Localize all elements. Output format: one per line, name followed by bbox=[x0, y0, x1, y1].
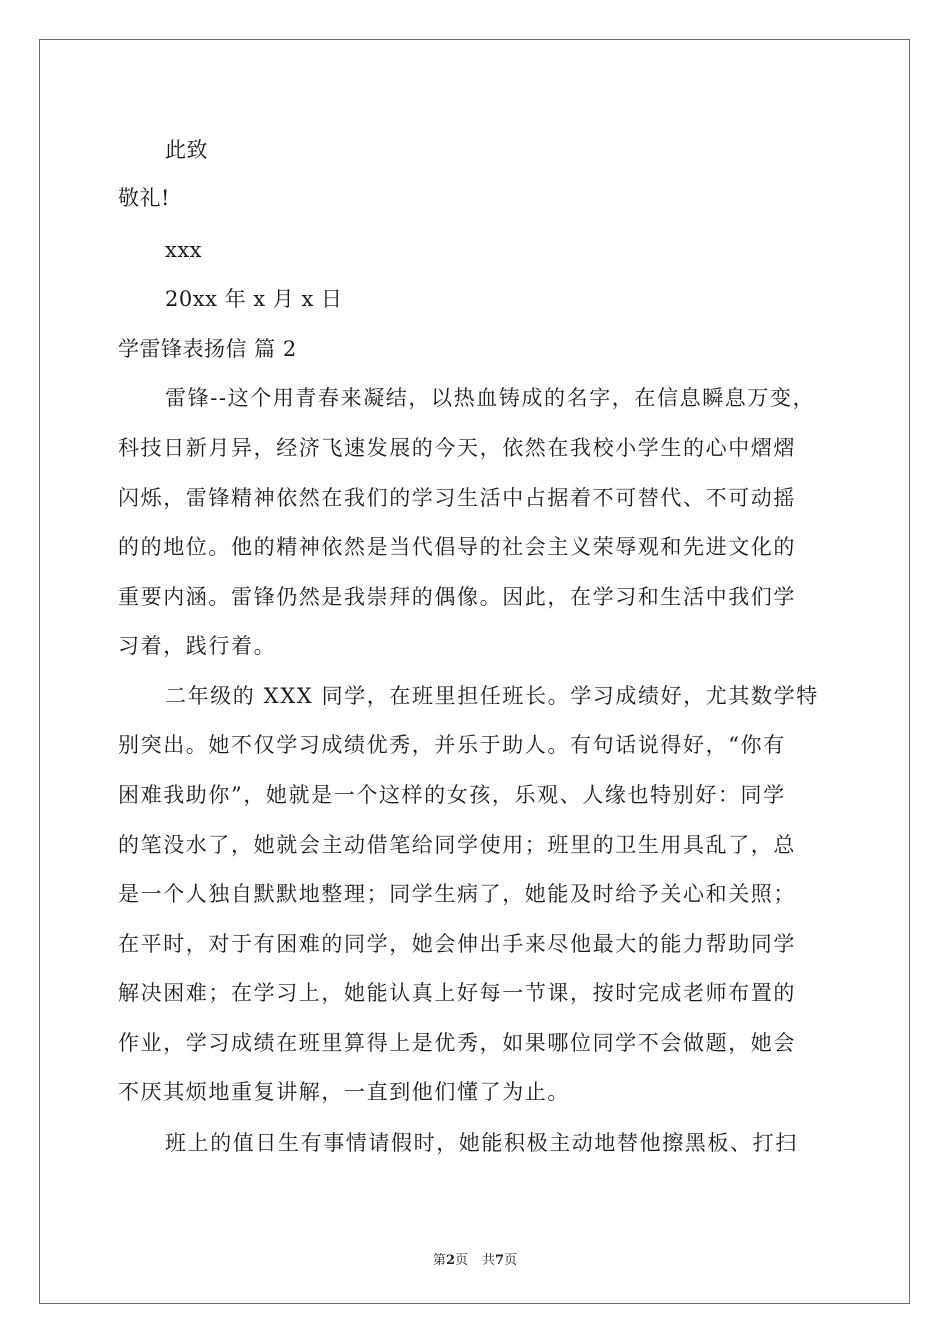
page-suffix: 页 bbox=[454, 1253, 468, 1268]
paragraph-line: 不厌其烦地重复讲解，一直到他们懂了为止。 bbox=[118, 1080, 570, 1104]
paragraph-line: 科技日新月异，经济飞速发展的今天，依然在我校小学生的心中熠熠 bbox=[118, 436, 796, 460]
paragraph-line: 的的地位。他的精神依然是当代倡导的社会主义荣辱观和先进文化的 bbox=[118, 535, 796, 559]
page-indicator bbox=[0, 1249, 950, 1268]
paragraph-line: 雷锋--这个用青春来凝结，以热血铸成的名字，在信息瞬息万变， bbox=[165, 386, 816, 410]
paragraph-line: 作业，学习成绩在班里算得上是优秀，如果哪位同学不会做题，她会 bbox=[118, 1031, 796, 1055]
total-suffix: 页 bbox=[504, 1253, 518, 1268]
paragraph-line: 困难我助你”，她就是一个这样的女孩，乐观、人缘也特别好：同学 bbox=[118, 783, 786, 807]
paragraph-line: 习着，践行着。 bbox=[118, 634, 277, 658]
page-border bbox=[39, 39, 910, 1304]
section-heading: 学雷锋表扬信 篇 2 bbox=[118, 337, 297, 361]
paragraph-line: 重要内涵。雷锋仍然是我崇拜的偶像。因此，在学习和生活中我们学 bbox=[118, 585, 796, 609]
paragraph-line: 在平时，对于有困难的同学，她会伸出手来尽他最大的能力帮助同学 bbox=[118, 932, 796, 956]
paragraph-line: 别突出。她不仅学习成绩优秀，并乐于助人。有句话说得好，“你有 bbox=[118, 733, 786, 757]
page-current: 2 bbox=[445, 1253, 455, 1268]
paragraph-line: 解决困难；在学习上，她能认真上好每一节课，按时完成老师布置的 bbox=[118, 981, 796, 1005]
paragraph-line: 闪烁，雷锋精神依然在我们的学习生活中占据着不可替代、不可动摇 bbox=[118, 486, 796, 510]
date-text: 20xx 年 x 月 x 日 bbox=[165, 287, 343, 311]
page-total: 7 bbox=[495, 1253, 505, 1268]
signature-text: xxx bbox=[165, 238, 203, 262]
closing-text: 此致 bbox=[165, 138, 208, 162]
total-prefix: 共 bbox=[482, 1253, 496, 1268]
page-prefix: 第 bbox=[432, 1253, 446, 1268]
paragraph-line: 的笔没水了，她就会主动借笔给同学使用；班里的卫生用具乱了，总 bbox=[118, 833, 796, 857]
paragraph-line: 二年级的 XXX 同学，在班里担任班长。学习成绩好，尤其数学特 bbox=[165, 684, 819, 708]
paragraph-line: 班上的值日生有事情请假时，她能积极主动地替他擦黑板、打扫 bbox=[165, 1131, 798, 1155]
paragraph-line: 是一个人独自默默地整理；同学生病了，她能及时给予关心和关照； bbox=[118, 882, 796, 906]
salute-text: 敬礼! bbox=[118, 186, 170, 210]
